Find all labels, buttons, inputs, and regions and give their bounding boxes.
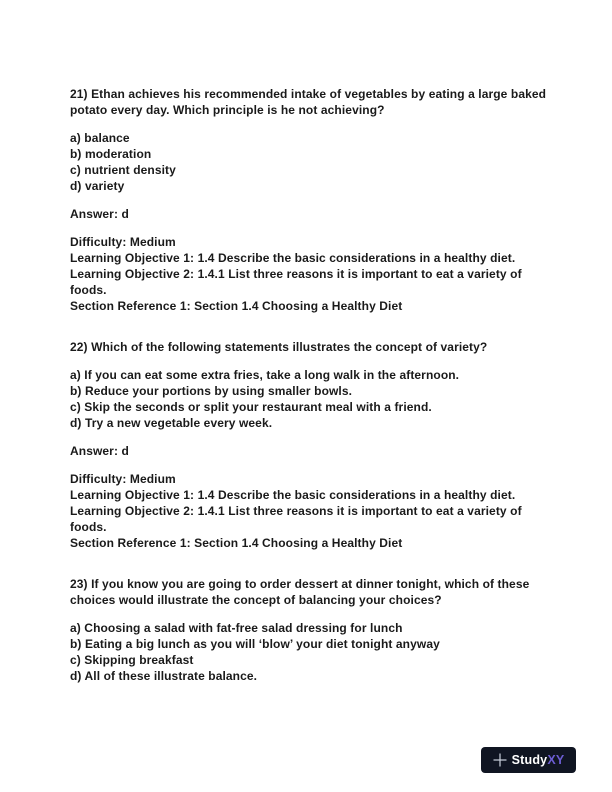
question-option: b) moderation — [70, 147, 152, 161]
learning-objective-line: Learning Objective 1: 1.4 Describe the basic considerations in a healthy diet. — [70, 251, 516, 265]
question-block-21 — [70, 86, 552, 314]
question-option: b) Eating a big lunch as you will ‘blow’ your diet tonight anyway — [70, 637, 440, 651]
question-options — [70, 620, 552, 684]
question-stem: 23) If you know you are going to order dessert at dinner tonight, which of these choices would illustrate the concept of balancing your choices? — [70, 577, 530, 607]
question-metadata — [70, 234, 552, 314]
brand-name-accent: XY — [547, 753, 565, 767]
question-option: a) Choosing a salad with fat-free salad dressing for lunch — [70, 621, 403, 635]
question-option: d) Try a new vegetable every week. — [70, 416, 273, 430]
question-option: a) If you can eat some extra fries, take a long walk in the afternoon. — [70, 368, 460, 382]
plus-icon — [493, 753, 507, 767]
question-option: c) Skipping breakfast — [70, 653, 194, 667]
answer-line: Answer: d — [70, 444, 129, 458]
question-stem: 21) Ethan achieves his recommended intake of vegetables by eating a large baked potato every day. Which principle is he not achieving? — [70, 87, 547, 117]
brand-name-primary: Study — [511, 753, 548, 767]
question-options — [70, 130, 552, 194]
answer-line: Answer: d — [70, 207, 129, 221]
brand-name — [512, 752, 565, 768]
question-stem: 22) Which of the following statements illustrates the concept of variety? — [70, 340, 488, 354]
learning-objective-line: Learning Objective 2: 1.4.1 List three reasons it is important to eat a variety of foods. — [70, 504, 522, 534]
question-option: c) Skip the seconds or split your restaurant meal with a friend. — [70, 400, 432, 414]
studyxy-logo — [481, 747, 576, 773]
section-reference-line: Section Reference 1: Section 1.4 Choosing a Healthy Diet — [70, 536, 403, 550]
section-reference-line: Section Reference 1: Section 1.4 Choosing a Healthy Diet — [70, 299, 403, 313]
question-option: d) All of these illustrate balance. — [70, 669, 258, 683]
difficulty-line: Difficulty: Medium — [70, 472, 176, 486]
question-option: a) balance — [70, 131, 130, 145]
learning-objective-line: Learning Objective 1: 1.4 Describe the basic considerations in a healthy diet. — [70, 488, 516, 502]
question-metadata — [70, 471, 552, 551]
question-options — [70, 367, 552, 431]
question-block-22 — [70, 339, 552, 551]
difficulty-line: Difficulty: Medium — [70, 235, 176, 249]
learning-objective-line: Learning Objective 2: 1.4.1 List three reasons it is important to eat a variety of foods. — [70, 267, 522, 297]
question-option: c) nutrient density — [70, 163, 176, 177]
question-block-23 — [70, 576, 552, 684]
question-option: d) variety — [70, 179, 125, 193]
question-option: b) Reduce your portions by using smaller bowls. — [70, 384, 353, 398]
